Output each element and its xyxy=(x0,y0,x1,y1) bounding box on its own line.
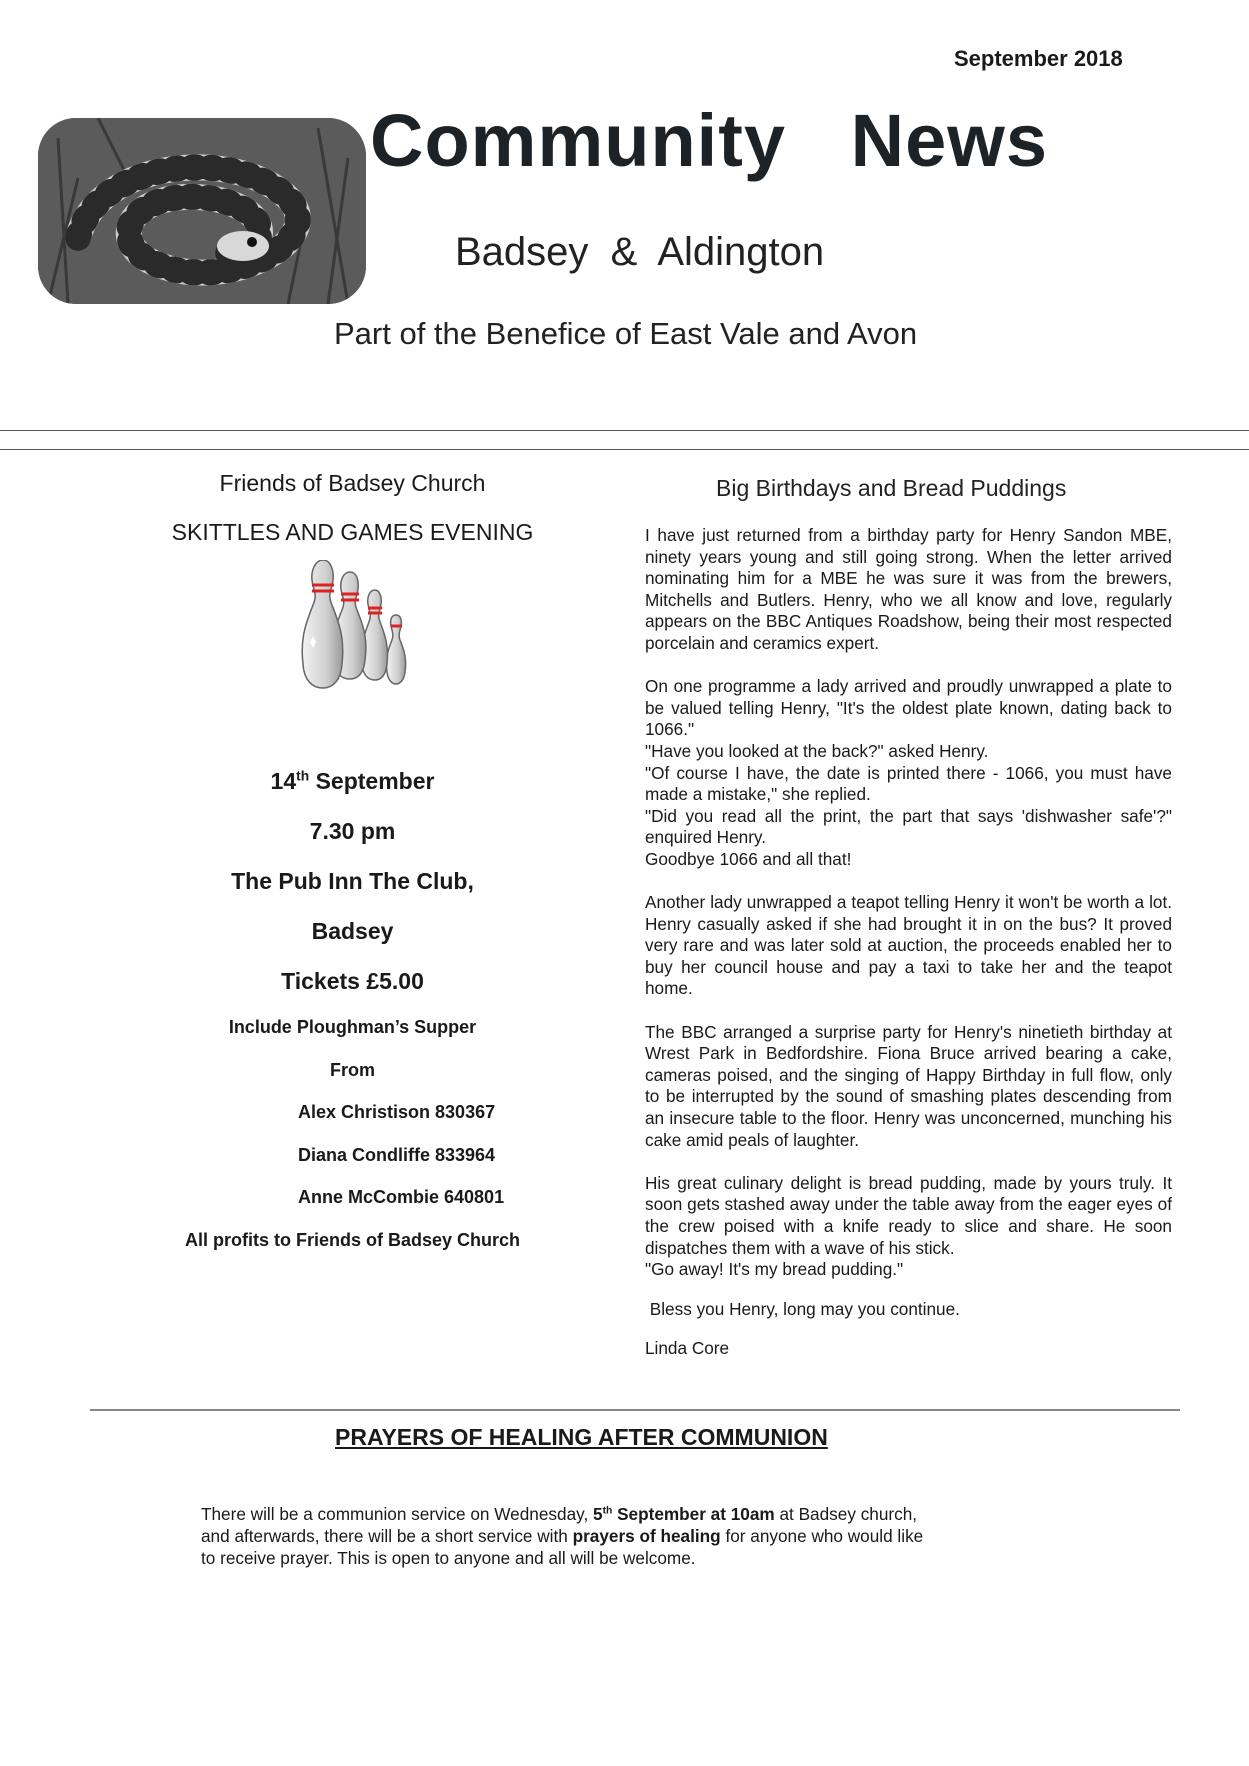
event-date: 14th September xyxy=(270,768,435,794)
prayers-line: to receive prayer. This is open to anyone and all will be welcome. xyxy=(201,1548,696,1568)
prayers-body xyxy=(201,1503,1031,1569)
article-paragraph: "Have you looked at the back?" asked Henry. xyxy=(645,740,989,761)
prayers-line: There will be a communion service on Wednesday, 5th September at 10am at Badsey church, xyxy=(201,1504,918,1524)
newsletter-tagline: Part of the Benefice of East Vale and Avon xyxy=(334,316,918,351)
event-venue: The Pub Inn The Club, xyxy=(231,868,474,894)
contact-item: Alex Christison 830367 xyxy=(298,1102,496,1122)
newsletter-title: Community News xyxy=(370,99,1048,182)
contact-item: Anne McCombie 640801 xyxy=(298,1187,505,1207)
event-profits: All profits to Friends of Badsey Church xyxy=(184,1230,521,1250)
event-organiser: Friends of Badsey Church xyxy=(219,470,486,496)
divider-top-second xyxy=(0,449,1249,450)
divider-top xyxy=(0,430,1249,431)
prayers-line: and afterwards, there will be a short service with prayers of healing for anyone who would like xyxy=(201,1526,924,1546)
article-paragraph: Another lady unwrapped a teapot telling Henry it won't be worth a lot. Henry casually asked if she had brought it in on the bus? It proved very rare and was later sold at auction, the proceeds enabled her to buy her council house and pay a taxi to take her and the teapot home. xyxy=(645,892,1172,999)
article-paragraph: "Go away! It's my bread pudding." xyxy=(645,1259,904,1280)
article-paragraph: Goodbye 1066 and all that! xyxy=(645,848,852,869)
article-paragraph: "Did you read all the print, the part that says 'dishwasher safe'?" enquired Henry. xyxy=(645,805,1172,848)
event-includes: Include Ploughman’s Supper xyxy=(228,1017,477,1037)
article-paragraph: On one programme a lady arrived and proudly unwrapped a plate to be valued telling Henry, "It's the oldest plate known, dating back to 1066." xyxy=(645,676,1172,740)
event-time: 7.30 pm xyxy=(309,818,396,844)
contact-item: Diana Condliffe 833964 xyxy=(298,1145,496,1165)
article-paragraph: I have just returned from a birthday party for Henry Sandon MBE, ninety years young and still going strong. When the letter arrived nominating him for a MBE he was sure it was from the brewers, Mitchells and Butlers. Henry, who we all know and love, regularly appears on the BBC Antiques Roadshow, being their most respected porcelain and ceramics expert. xyxy=(645,525,1172,653)
article-heading: Big Birthdays and Bread Puddings xyxy=(716,475,1067,501)
grass-snake-photo xyxy=(38,118,366,304)
skittle-pins-icon xyxy=(288,560,418,730)
divider-bottom xyxy=(90,1409,1180,1411)
article-author: Linda Core xyxy=(645,1338,730,1359)
newsletter-subtitle: Badsey & Aldington xyxy=(455,230,825,274)
snake-image-icon xyxy=(38,118,366,304)
event-venue-town: Badsey xyxy=(311,918,394,944)
article-paragraph: His great culinary delight is bread pudding, made by yours truly. It soon gets stashed away under the table away from the eager eyes of the crew poised with a knife ready to slice and share. He soon dispatches them with a wave of his stick. xyxy=(645,1172,1172,1258)
event-from-label: From xyxy=(330,1060,375,1080)
event-tickets: Tickets £5.00 xyxy=(281,968,424,994)
issue-date: September 2018 xyxy=(954,46,1123,71)
article-paragraph: "Of course I have, the date is printed there - 1066, you must have made a mistake," she replied. xyxy=(645,762,1172,805)
article-paragraph: The BBC arranged a surprise party for Henry's ninetieth birthday at Wrest Park in Bedfordshire. Fiona Bruce arrived bearing a cake, cameras poised, and the singing of Happy Birthday in full flow, only to be interrupted by the sound of smashing plates descending from an insecure table to the floor. Henry was unconcerned, munching his cake amid peals of laughter. xyxy=(645,1021,1172,1150)
prayers-heading: PRAYERS OF HEALING AFTER COMMUNION xyxy=(335,1424,828,1450)
article-body xyxy=(645,525,1172,1382)
event-name: SKITTLES AND GAMES EVENING xyxy=(171,519,534,545)
article-closing: Bless you Henry, long may you continue. xyxy=(645,1298,960,1319)
